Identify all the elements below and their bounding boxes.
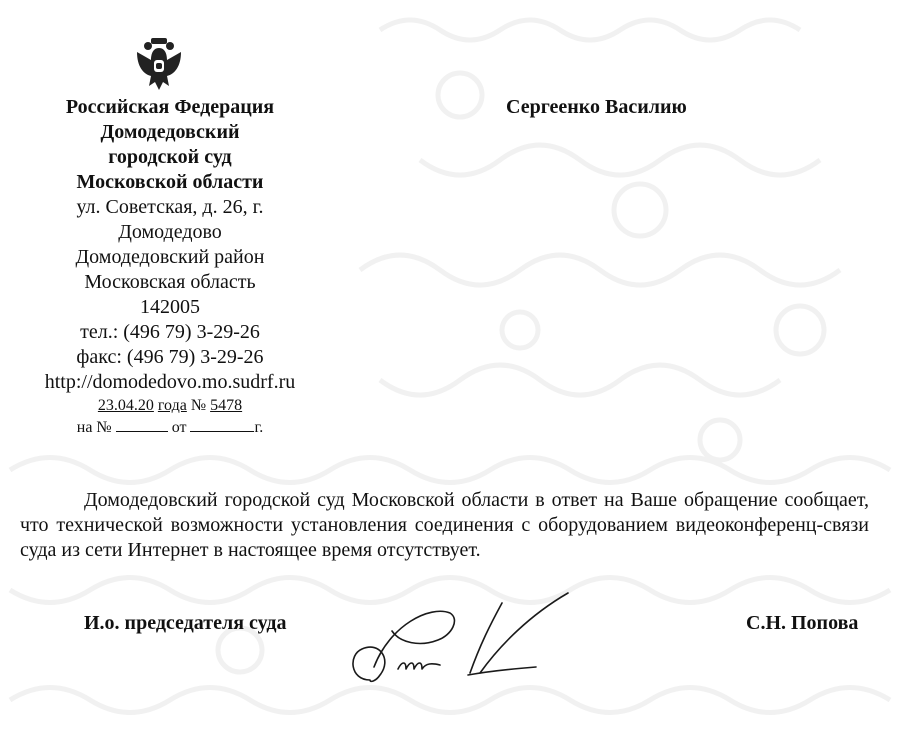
ref-prefix: на № bbox=[76, 419, 112, 436]
number-sign: № bbox=[190, 397, 207, 414]
court-name-line3: Московской области bbox=[76, 171, 264, 193]
letter-body: Домодедовский городской суд Московской области в ответ на Ваше обращение сообщает, что технической возможности установления соединения с оборудованием видеоконференц-связи суда из сети Интернет в настоящее время отсутствует. bbox=[20, 489, 869, 561]
coat-of-arms-emblem bbox=[131, 36, 187, 92]
letter-number: 5478 bbox=[210, 397, 243, 414]
address-line2: Домодедово bbox=[118, 221, 222, 243]
addressee: Сергеенко Василию bbox=[506, 96, 687, 118]
ref-suffix: г. bbox=[254, 419, 264, 436]
court-name-line1: Домодедовский bbox=[100, 121, 240, 143]
incoming-reference bbox=[20, 417, 320, 439]
address-line1: ул. Советская, д. 26, г. bbox=[76, 196, 264, 218]
ref-date-blank bbox=[190, 417, 254, 432]
phone: тел.: (496 79) 3-29-26 bbox=[80, 321, 260, 343]
signatory-title: И.о. председателя суда bbox=[84, 612, 287, 634]
signatory-name: С.Н. Попова bbox=[746, 612, 859, 634]
address-line3: Домодедовский район bbox=[75, 246, 265, 268]
address-line4: Московская область bbox=[84, 271, 256, 293]
court-name-line2: городской суд bbox=[108, 146, 232, 168]
ref-number-blank bbox=[116, 417, 168, 432]
court-header bbox=[20, 95, 320, 439]
letter-date: 23.04.20 bbox=[97, 397, 154, 414]
handwritten-signature bbox=[340, 585, 580, 695]
year-word: года bbox=[157, 397, 187, 414]
fax: факс: (496 79) 3-29-26 bbox=[76, 346, 264, 368]
website-link[interactable]: http://domodedovo.mo.sudrf.ru bbox=[44, 371, 296, 393]
outgoing-reference bbox=[20, 395, 320, 417]
ref-from: от bbox=[171, 419, 187, 436]
postcode: 142005 bbox=[140, 296, 200, 318]
country-name: Российская Федерация bbox=[65, 96, 275, 118]
